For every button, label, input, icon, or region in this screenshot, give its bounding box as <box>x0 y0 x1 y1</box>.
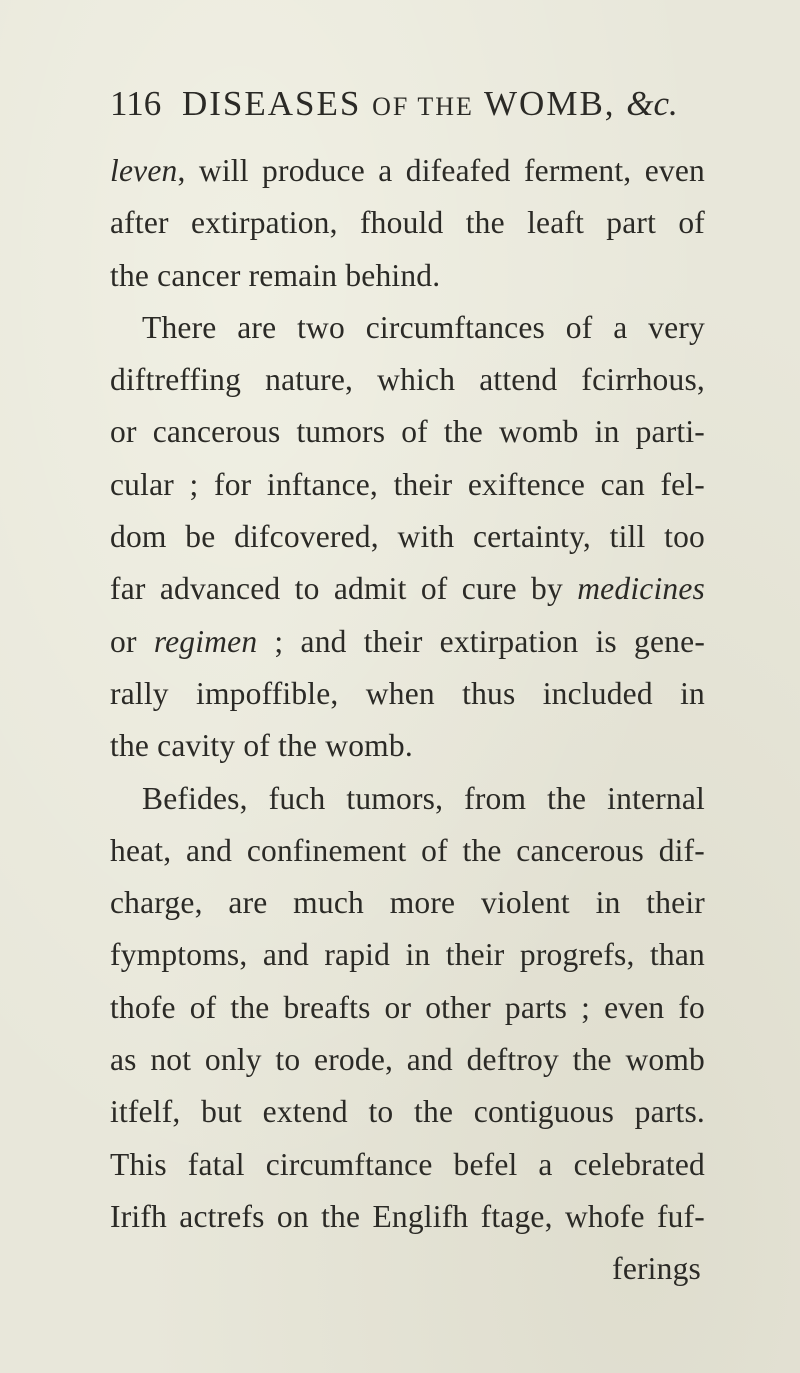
text-line: or regimen ; and their extirpation is gene- <box>110 623 706 659</box>
text-line: Irifh actrefs on the Englifh ftage, whofe fuf- <box>110 1198 705 1234</box>
page-number: 116 <box>110 84 162 123</box>
text-line: the cavity of the womb. <box>110 728 413 764</box>
header-title-of: OF THE <box>372 92 474 121</box>
text-line: the cancer remain behind. <box>110 257 441 293</box>
text-line: charge, are much more violent in their <box>110 885 705 921</box>
header-title-etc: &c. <box>626 84 678 123</box>
text-line: diftreffing nature, which attend fcirrhous, <box>110 362 705 398</box>
paragraph-start-line: There are two circumftances of a very <box>142 309 705 345</box>
text-line: far advanced to admit of cure by medicines <box>110 571 705 607</box>
text-line: dom be difcovered, with certainty, till too <box>110 519 705 555</box>
text-line: after extirpation, fhould the leaft part of <box>110 205 705 241</box>
text-line: itfelf, but extend to the contiguous parts. <box>110 1094 705 1130</box>
text-line: This fatal circumftance befel a celebrated <box>110 1146 705 1182</box>
text-line: leven, will produce a difeafed ferment, even <box>110 153 705 188</box>
text-line: or cancerous tumors of the womb in parti- <box>110 414 705 450</box>
header-title-subject: WOMB, <box>484 84 616 123</box>
text-line: as not only to erode, and deftroy the womb <box>110 1042 705 1078</box>
paragraph-start-line: Befides, fuch tumors, from the internal <box>142 780 705 816</box>
catchword: ferings <box>612 1251 701 1287</box>
header-title-main: DISEASES <box>181 84 362 123</box>
text-line: thofe of the breafts or other parts ; even fo <box>110 989 705 1025</box>
running-head <box>110 84 700 127</box>
body-text <box>110 145 705 1296</box>
text-line: heat, and confinement of the cancerous dif- <box>110 832 705 868</box>
text-line: rally impoffible, when thus included in <box>110 675 705 711</box>
text-line: cular ; for inftance, their exiftence can fel- <box>110 466 705 502</box>
text-line: fymptoms, and rapid in their progrefs, than <box>110 937 705 973</box>
